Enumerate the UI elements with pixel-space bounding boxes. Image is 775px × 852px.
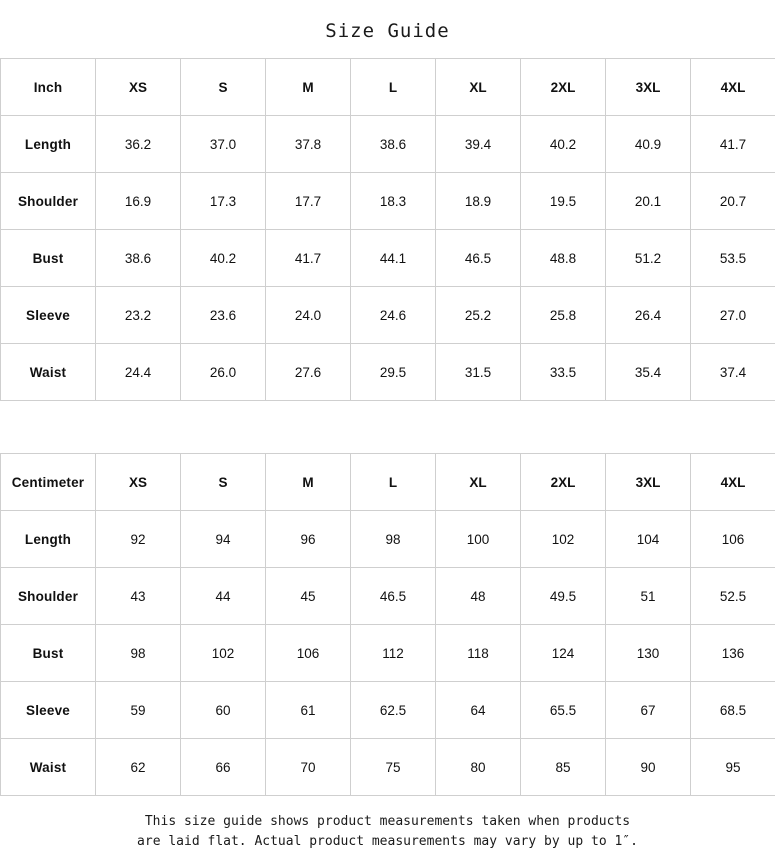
cell-sleeve-xs: 23.2	[96, 287, 181, 344]
table-header-row	[1, 454, 775, 511]
measure-label-bust: Bust	[1, 625, 96, 682]
cell-waist-m: 27.6	[266, 344, 351, 401]
cell-sleeve-4xl: 27.0	[691, 287, 775, 344]
size-header-l: L	[351, 454, 436, 511]
cell-waist-xl: 31.5	[436, 344, 521, 401]
cell-shoulder-s: 44	[181, 568, 266, 625]
cell-length-2xl: 40.2	[521, 116, 606, 173]
size-header-l: L	[351, 59, 436, 116]
cell-length-l: 38.6	[351, 116, 436, 173]
cell-sleeve-3xl: 67	[606, 682, 691, 739]
cell-shoulder-2xl: 19.5	[521, 173, 606, 230]
size-header-2xl: 2XL	[521, 454, 606, 511]
cell-waist-4xl: 95	[691, 739, 775, 796]
table-row	[1, 568, 775, 625]
cell-length-m: 96	[266, 511, 351, 568]
cell-sleeve-m: 24.0	[266, 287, 351, 344]
cell-waist-xl: 80	[436, 739, 521, 796]
measure-label-shoulder: Shoulder	[1, 568, 96, 625]
size-header-s: S	[181, 454, 266, 511]
cell-sleeve-xl: 64	[436, 682, 521, 739]
cell-bust-s: 40.2	[181, 230, 266, 287]
cell-bust-3xl: 51.2	[606, 230, 691, 287]
cell-sleeve-2xl: 65.5	[521, 682, 606, 739]
table-row	[1, 173, 775, 230]
cell-bust-xl: 46.5	[436, 230, 521, 287]
cell-bust-xs: 38.6	[96, 230, 181, 287]
measure-label-shoulder: Shoulder	[1, 173, 96, 230]
size-guide-note	[0, 796, 775, 852]
cell-bust-2xl: 124	[521, 625, 606, 682]
page-title: Size Guide	[0, 0, 775, 58]
cell-length-xl: 100	[436, 511, 521, 568]
size-header-2xl: 2XL	[521, 59, 606, 116]
cell-bust-l: 44.1	[351, 230, 436, 287]
measure-label-waist: Waist	[1, 739, 96, 796]
cell-waist-3xl: 35.4	[606, 344, 691, 401]
cell-waist-xs: 62	[96, 739, 181, 796]
cell-length-2xl: 102	[521, 511, 606, 568]
cell-bust-l: 112	[351, 625, 436, 682]
cell-length-l: 98	[351, 511, 436, 568]
cell-sleeve-3xl: 26.4	[606, 287, 691, 344]
table-header-row	[1, 59, 775, 116]
table-row	[1, 511, 775, 568]
cell-bust-m: 41.7	[266, 230, 351, 287]
measure-label-sleeve: Sleeve	[1, 682, 96, 739]
cell-waist-3xl: 90	[606, 739, 691, 796]
note-line-2: are laid flat. Actual product measurements may vary by up to 1″.	[0, 832, 775, 852]
cell-shoulder-l: 46.5	[351, 568, 436, 625]
cell-length-s: 37.0	[181, 116, 266, 173]
cell-length-4xl: 41.7	[691, 116, 775, 173]
cell-sleeve-4xl: 68.5	[691, 682, 775, 739]
cell-bust-m: 106	[266, 625, 351, 682]
unit-label: Centimeter	[1, 454, 96, 511]
cell-shoulder-xl: 48	[436, 568, 521, 625]
table-row	[1, 230, 775, 287]
cell-waist-4xl: 37.4	[691, 344, 775, 401]
table-row	[1, 116, 775, 173]
cell-shoulder-m: 45	[266, 568, 351, 625]
cell-bust-3xl: 130	[606, 625, 691, 682]
table-row	[1, 344, 775, 401]
measure-label-waist: Waist	[1, 344, 96, 401]
cell-bust-xl: 118	[436, 625, 521, 682]
cell-shoulder-m: 17.7	[266, 173, 351, 230]
cell-length-xl: 39.4	[436, 116, 521, 173]
cell-shoulder-2xl: 49.5	[521, 568, 606, 625]
cell-shoulder-xs: 43	[96, 568, 181, 625]
cell-shoulder-3xl: 20.1	[606, 173, 691, 230]
measure-label-length: Length	[1, 511, 96, 568]
cell-waist-2xl: 85	[521, 739, 606, 796]
size-header-m: M	[266, 59, 351, 116]
table-row	[1, 739, 775, 796]
cell-sleeve-2xl: 25.8	[521, 287, 606, 344]
size-header-xl: XL	[436, 454, 521, 511]
cell-bust-4xl: 53.5	[691, 230, 775, 287]
size-header-xs: XS	[96, 59, 181, 116]
cell-bust-xs: 98	[96, 625, 181, 682]
cell-sleeve-m: 61	[266, 682, 351, 739]
size-header-s: S	[181, 59, 266, 116]
centimeter-size-table	[0, 453, 775, 796]
cell-waist-xs: 24.4	[96, 344, 181, 401]
cell-shoulder-xs: 16.9	[96, 173, 181, 230]
note-line-1: This size guide shows product measurements taken when products	[0, 812, 775, 832]
size-header-xl: XL	[436, 59, 521, 116]
cell-waist-l: 75	[351, 739, 436, 796]
cell-waist-l: 29.5	[351, 344, 436, 401]
measure-label-bust: Bust	[1, 230, 96, 287]
cell-bust-4xl: 136	[691, 625, 775, 682]
cell-sleeve-xl: 25.2	[436, 287, 521, 344]
cell-length-3xl: 104	[606, 511, 691, 568]
cell-sleeve-s: 23.6	[181, 287, 266, 344]
size-header-m: M	[266, 454, 351, 511]
cell-waist-s: 26.0	[181, 344, 266, 401]
size-header-3xl: 3XL	[606, 454, 691, 511]
cell-length-4xl: 106	[691, 511, 775, 568]
cell-sleeve-l: 62.5	[351, 682, 436, 739]
table-row	[1, 287, 775, 344]
cell-shoulder-4xl: 52.5	[691, 568, 775, 625]
size-header-4xl: 4XL	[691, 59, 775, 116]
cell-bust-s: 102	[181, 625, 266, 682]
cell-bust-2xl: 48.8	[521, 230, 606, 287]
size-header-4xl: 4XL	[691, 454, 775, 511]
size-header-xs: XS	[96, 454, 181, 511]
cell-waist-m: 70	[266, 739, 351, 796]
measure-label-length: Length	[1, 116, 96, 173]
cell-length-m: 37.8	[266, 116, 351, 173]
cell-length-xs: 36.2	[96, 116, 181, 173]
cell-length-3xl: 40.9	[606, 116, 691, 173]
cell-shoulder-s: 17.3	[181, 173, 266, 230]
cell-sleeve-s: 60	[181, 682, 266, 739]
cell-length-s: 94	[181, 511, 266, 568]
cell-shoulder-3xl: 51	[606, 568, 691, 625]
cell-shoulder-4xl: 20.7	[691, 173, 775, 230]
cell-waist-2xl: 33.5	[521, 344, 606, 401]
cell-sleeve-xs: 59	[96, 682, 181, 739]
table-separator	[0, 401, 775, 453]
table-row	[1, 682, 775, 739]
table-row	[1, 625, 775, 682]
cell-waist-s: 66	[181, 739, 266, 796]
cell-shoulder-xl: 18.9	[436, 173, 521, 230]
cell-length-xs: 92	[96, 511, 181, 568]
size-header-3xl: 3XL	[606, 59, 691, 116]
cell-sleeve-l: 24.6	[351, 287, 436, 344]
measure-label-sleeve: Sleeve	[1, 287, 96, 344]
cell-shoulder-l: 18.3	[351, 173, 436, 230]
unit-label: Inch	[1, 59, 96, 116]
inch-size-table	[0, 58, 775, 401]
